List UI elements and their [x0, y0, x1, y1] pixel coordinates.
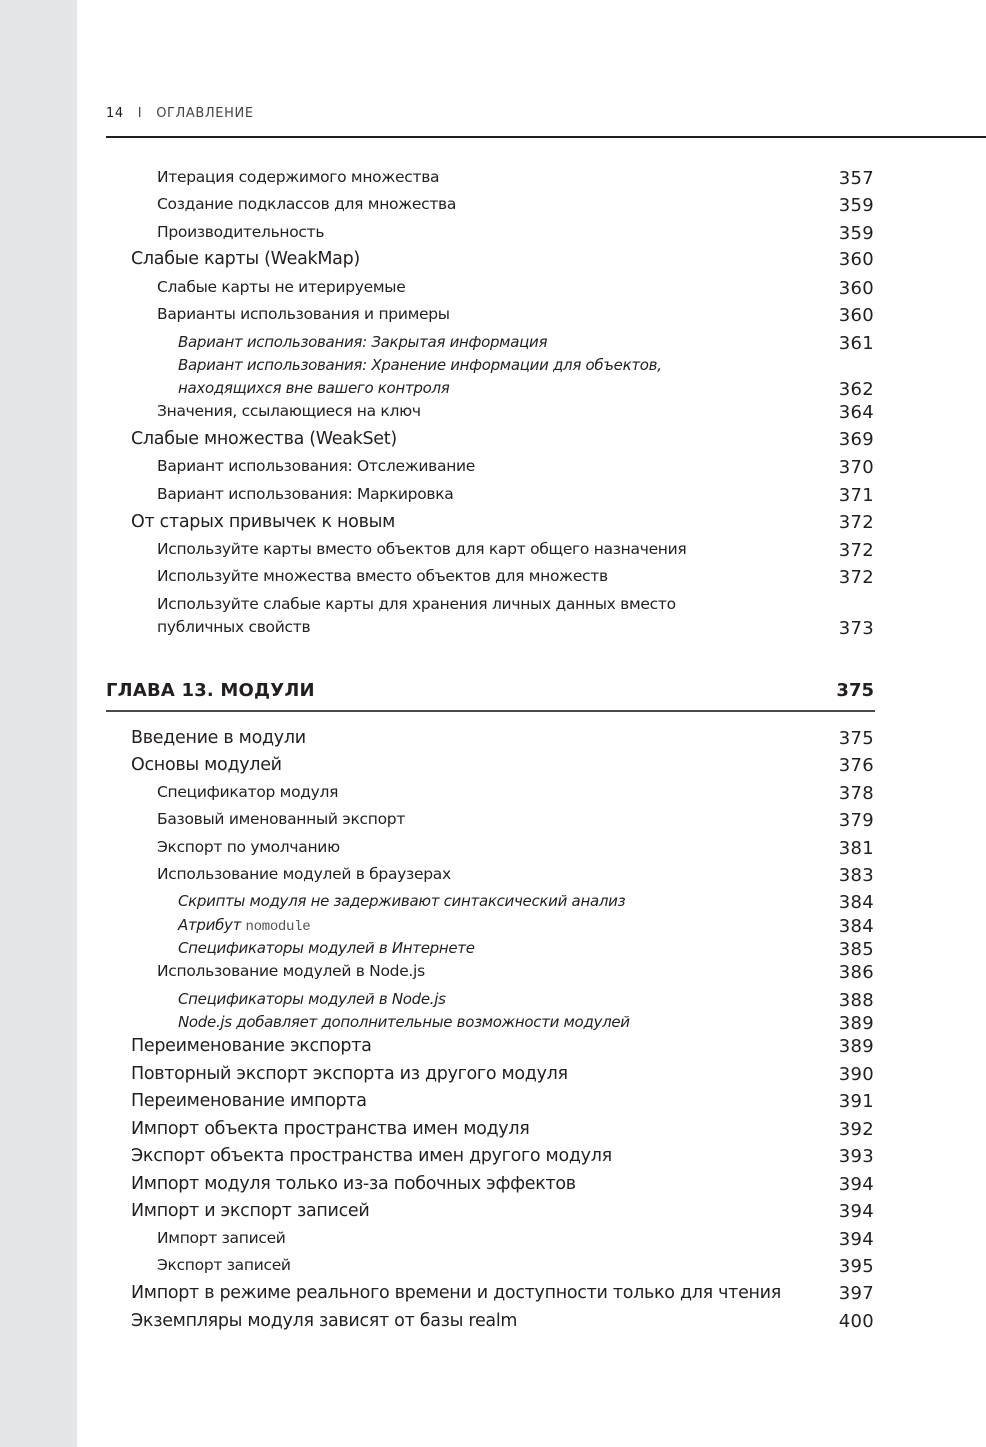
toc-entry[interactable]	[0, 618, 874, 642]
toc-entry[interactable]	[0, 1174, 874, 1198]
header-rule	[106, 136, 986, 138]
chapter-rule	[106, 710, 875, 712]
toc-entry[interactable]	[0, 1013, 874, 1037]
toc-entry[interactable]	[0, 402, 874, 426]
toc-entry-page: 375	[838, 728, 874, 749]
toc-entry-title: Итерация содержимого множества	[157, 168, 440, 186]
toc-entry[interactable]	[0, 333, 874, 357]
toc-entry-page: 360	[838, 305, 874, 326]
toc-entry-page: 360	[838, 278, 874, 299]
toc-entry[interactable]	[0, 755, 874, 779]
toc-entry-title: Значения, ссылающиеся на ключ	[157, 402, 421, 420]
toc-entry-page: 369	[838, 429, 874, 450]
toc-entry-title: Экспорт записей	[157, 1256, 291, 1274]
toc-entry-title: Основы модулей	[131, 755, 282, 775]
toc-entry[interactable]	[0, 195, 874, 219]
toc-entry-page: 364	[838, 402, 874, 423]
toc-entry-page: 357	[838, 168, 874, 189]
toc-entry-title: Переименование экспорта	[131, 1036, 372, 1056]
toc-entry-page: 360	[838, 249, 874, 270]
toc-entry[interactable]	[0, 457, 874, 481]
toc-entry[interactable]	[0, 810, 874, 834]
toc-entry-page: 394	[838, 1201, 874, 1222]
toc-entry-page: 386	[838, 962, 874, 983]
toc-entry-page: 394	[838, 1174, 874, 1195]
toc-entry-title: Импорт записей	[157, 1229, 286, 1247]
toc-entry[interactable]	[0, 1119, 874, 1143]
chapter-title: ГЛАВА 13. МОДУЛИ	[106, 680, 315, 701]
toc-entry-title: Экспорт объекта пространства имен другого модуля	[131, 1146, 612, 1166]
toc-entry-title: Слабые карты (WeakMap)	[131, 249, 360, 269]
toc-entry-page: 379	[838, 810, 874, 831]
toc-entry-title: Слабые множества (WeakSet)	[131, 429, 397, 449]
toc-entry-page: 372	[838, 567, 874, 588]
header-separator: I	[137, 106, 143, 121]
toc-entry-page: 372	[838, 540, 874, 561]
toc-entry[interactable]	[0, 223, 874, 247]
toc-entry-page: 394	[838, 1229, 874, 1250]
toc-entry[interactable]	[0, 838, 874, 862]
toc-entry-title: Node.js добавляет дополнительные возможности модулей	[178, 1013, 630, 1031]
toc-entry[interactable]	[0, 249, 874, 273]
toc-entry-title: Используйте множества вместо объектов для множеств	[157, 567, 608, 585]
toc-entry[interactable]	[0, 865, 874, 889]
toc-entry-title: Используйте слабые карты для хранения личных данных вместо	[157, 595, 676, 613]
toc-entry-title: Вариант использования: Отслеживание	[157, 457, 476, 475]
toc-entry-title: Атрибут	[178, 916, 242, 934]
toc-entry-title: Экспорт по умолчанию	[157, 838, 340, 856]
toc-entry[interactable]	[0, 1311, 874, 1335]
toc-entry-title: Спецификатор модуля	[157, 783, 339, 801]
toc-entry-title: Импорт модуля только из-за побочных эффектов	[131, 1174, 576, 1194]
toc-entry[interactable]	[0, 1229, 874, 1253]
toc-entry-title: Вариант использования: Маркировка	[157, 485, 454, 503]
toc-entry[interactable]	[0, 595, 874, 619]
toc-entry-page: 389	[838, 1013, 874, 1034]
toc-entry[interactable]	[0, 1146, 874, 1170]
toc-entry-title: Производительность	[157, 223, 325, 241]
toc-entry[interactable]	[0, 939, 874, 963]
toc-entry-page: 385	[838, 939, 874, 960]
toc-entry-page: 372	[838, 512, 874, 533]
toc-entry-page: 388	[838, 990, 874, 1011]
toc-entry[interactable]	[0, 916, 874, 940]
toc-entry-title: Использование модулей в Node.js	[157, 962, 425, 980]
toc-entry-title: Используйте карты вместо объектов для карт общего назначения	[157, 540, 687, 558]
toc-entry-title: Импорт и экспорт записей	[131, 1201, 370, 1221]
toc-entry-page: 393	[838, 1146, 874, 1167]
toc-entry-title: Базовый именованный экспорт	[157, 810, 406, 828]
toc-entry-page: 361	[838, 333, 874, 354]
toc-entry-page: 390	[838, 1064, 874, 1085]
toc-entry-title: Варианты использования и примеры	[157, 305, 450, 323]
toc-entry[interactable]	[0, 1064, 874, 1088]
toc-entry-title: Вариант использования: Закрытая информация	[178, 333, 548, 351]
toc-entry[interactable]	[0, 728, 874, 752]
toc-entry-page: 371	[838, 485, 874, 506]
toc-entry-title: находящихся вне вашего контроля	[178, 379, 450, 397]
page-number: 14	[106, 106, 124, 121]
toc-entry[interactable]	[0, 1283, 874, 1307]
toc-entry-title: Импорт объекта пространства имен модуля	[131, 1119, 530, 1139]
toc-entry-title: От старых привычек к новым	[131, 512, 396, 532]
toc-entry-page: 359	[838, 195, 874, 216]
toc-entry-code: nomodule	[245, 919, 311, 935]
toc-entry-title: Экземпляры модуля зависят от базы realm	[131, 1311, 518, 1331]
toc-entry-title: Спецификаторы модулей в Интернете	[178, 939, 475, 957]
toc-entry-page: 373	[838, 618, 874, 639]
toc-entry[interactable]	[0, 1036, 874, 1060]
toc-entry-title: Импорт в режиме реального времени и доступности только для чтения	[131, 1283, 781, 1303]
toc-entry[interactable]	[0, 990, 874, 1014]
toc-entry-title: Вариант использования: Хранение информации для объектов,	[178, 356, 662, 374]
toc-entry-title: публичных свойств	[157, 618, 311, 636]
toc-entry-page: 370	[838, 457, 874, 478]
section-title: ОГЛАВЛЕНИЕ	[156, 106, 254, 121]
toc-entry[interactable]	[0, 1256, 874, 1280]
toc-entry-page: 400	[838, 1311, 874, 1332]
toc-entry-page: 362	[838, 379, 874, 400]
toc-entry[interactable]	[0, 540, 874, 564]
toc-entry[interactable]	[0, 356, 874, 380]
toc-entry-title: Введение в модули	[131, 728, 306, 748]
chapter-heading[interactable]	[106, 680, 874, 704]
toc-entry[interactable]	[0, 783, 874, 807]
toc-entry[interactable]	[0, 278, 874, 302]
toc-entry-title: Повторный экспорт экспорта из другого модуля	[131, 1064, 568, 1084]
chapter-page: 375	[836, 680, 874, 701]
toc-entry[interactable]	[0, 1201, 874, 1225]
toc-entry-page: 378	[838, 783, 874, 804]
toc-entry-title: Создание подклассов для множества	[157, 195, 457, 213]
toc-entry[interactable]	[0, 962, 874, 986]
toc-entry-title: Спецификаторы модулей в Node.js	[178, 990, 446, 1008]
toc-entry-page: 376	[838, 755, 874, 776]
toc-entry-page: 397	[838, 1283, 874, 1304]
running-head	[106, 106, 254, 121]
toc-entry-title: Слабые карты не итерируемые	[157, 278, 406, 296]
toc-entry[interactable]	[0, 512, 874, 536]
toc-entry-page: 381	[838, 838, 874, 859]
toc-entry[interactable]	[0, 1091, 874, 1115]
toc-entry-page: 395	[838, 1256, 874, 1277]
toc-entry[interactable]	[0, 168, 874, 192]
toc-entry-title: Скрипты модуля не задерживают синтаксический анализ	[178, 892, 626, 910]
toc-entry[interactable]	[0, 485, 874, 509]
toc-entry-title: Использование модулей в браузерах	[157, 865, 451, 883]
toc-entry-page: 359	[838, 223, 874, 244]
toc-entry-title: Переименование импорта	[131, 1091, 367, 1111]
toc-entry[interactable]	[0, 429, 874, 453]
toc-entry[interactable]	[0, 379, 874, 403]
toc-entry-page: 391	[838, 1091, 874, 1112]
toc-entry[interactable]	[0, 305, 874, 329]
toc-entry[interactable]	[0, 892, 874, 916]
toc-entry-page: 383	[838, 865, 874, 886]
toc-entry-page: 392	[838, 1119, 874, 1140]
toc-entry-page: 389	[838, 1036, 874, 1057]
toc-entry[interactable]	[0, 567, 874, 591]
toc-entry-page: 384	[838, 916, 874, 937]
toc-entry-page: 384	[838, 892, 874, 913]
